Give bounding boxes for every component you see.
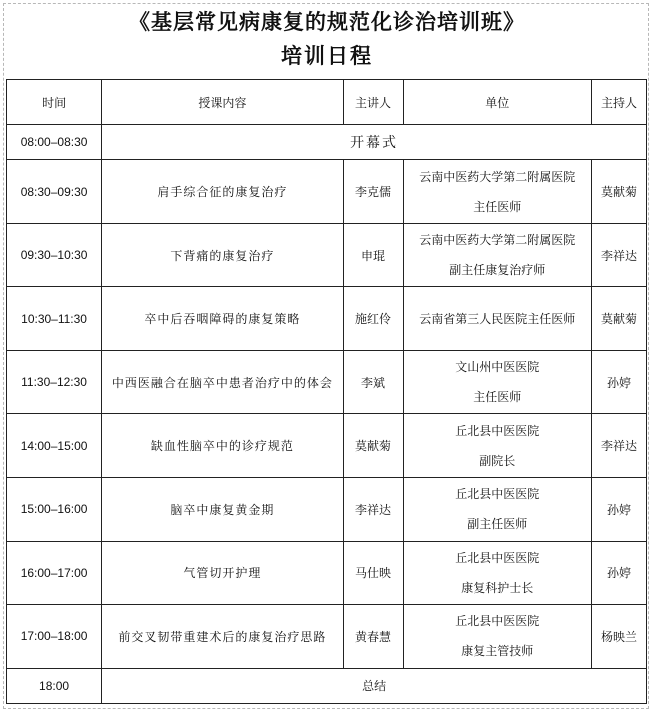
session-topic: 缺血性脑卒中的诊疗规范 <box>102 414 343 478</box>
column-header-speaker: 主讲人 <box>343 80 403 125</box>
unit-line-2: 主任医师 <box>473 199 522 214</box>
session-unit <box>403 478 591 542</box>
column-header-content: 授课内容 <box>102 80 343 125</box>
session-host: 孙婷 <box>591 350 646 414</box>
table-header-row <box>7 80 647 125</box>
session-host: 李祥达 <box>591 223 646 287</box>
unit-line-2: 副主任康复治疗师 <box>449 263 546 278</box>
unit-line-1: 云南中医药大学第二附属医院 <box>419 233 576 248</box>
session-speaker: 马仕映 <box>343 541 403 605</box>
session-speaker: 申琨 <box>343 223 403 287</box>
session-speaker: 施红伶 <box>343 287 403 351</box>
table-row <box>7 541 647 605</box>
closing-label: 总结 <box>102 668 647 703</box>
session-unit <box>403 541 591 605</box>
session-host: 杨映兰 <box>591 605 646 669</box>
unit-line-1: 丘北县中医医院 <box>455 614 540 629</box>
session-unit <box>403 160 591 224</box>
closing-body <box>7 668 647 703</box>
session-time: 11:30–12:30 <box>7 350 102 414</box>
unit-line-1: 丘北县中医医院 <box>455 487 540 502</box>
schedule-table <box>6 79 647 704</box>
unit-line-2: 康复科护士长 <box>461 580 534 595</box>
table-row <box>7 414 647 478</box>
session-speaker: 黄春慧 <box>343 605 403 669</box>
closing-row <box>7 668 647 703</box>
document-title: 《基层常见病康复的规范化诊治培训班》 <box>129 9 525 34</box>
session-host: 孙婷 <box>591 478 646 542</box>
document-subtitle: 培训日程 <box>281 43 373 68</box>
session-speaker: 李斌 <box>343 350 403 414</box>
session-time: 10:30–11:30 <box>7 287 102 351</box>
session-time: 15:00–16:00 <box>7 478 102 542</box>
session-speaker: 李克儒 <box>343 160 403 224</box>
session-time: 16:00–17:00 <box>7 541 102 605</box>
session-topic: 下背痛的康复治疗 <box>102 223 343 287</box>
unit-line-1: 丘北县中医医院 <box>455 550 540 565</box>
opening-label: 开幕式 <box>102 125 647 160</box>
unit-line-2: 副院长 <box>479 453 516 468</box>
column-header-unit: 单位 <box>403 80 591 125</box>
session-time: 09:30–10:30 <box>7 223 102 287</box>
session-unit <box>403 287 591 351</box>
session-unit <box>403 350 591 414</box>
unit-line-2: 主任医师 <box>473 390 522 405</box>
session-host: 李祥达 <box>591 414 646 478</box>
session-speaker: 莫献菊 <box>343 414 403 478</box>
unit-line-1: 文山州中医医院 <box>455 360 540 375</box>
table-row <box>7 287 647 351</box>
session-topic: 气管切开护理 <box>102 541 343 605</box>
column-header-host: 主持人 <box>591 80 646 125</box>
opening-row <box>7 125 647 160</box>
session-host: 莫献菊 <box>591 160 646 224</box>
session-time: 08:30–09:30 <box>7 160 102 224</box>
session-host: 孙婷 <box>591 541 646 605</box>
closing-time: 18:00 <box>7 668 102 703</box>
session-topic: 肩手综合征的康复治疗 <box>102 160 343 224</box>
talk-rows <box>7 160 647 668</box>
session-unit <box>403 223 591 287</box>
table-row <box>7 350 647 414</box>
session-unit <box>403 605 591 669</box>
session-topic: 脑卒中康复黄金期 <box>102 478 343 542</box>
table-row <box>7 160 647 224</box>
schedule-body <box>7 125 647 160</box>
session-time: 14:00–15:00 <box>7 414 102 478</box>
session-topic: 前交叉韧带重建术后的康复治疗思路 <box>102 605 343 669</box>
unit-line-2: 康复主管技师 <box>461 644 534 659</box>
unit-line-2: 副主任医师 <box>467 517 528 532</box>
session-topic: 卒中后吞咽障碍的康复策略 <box>102 287 343 351</box>
column-header-time: 时间 <box>7 80 102 125</box>
unit-line-1: 云南中医药大学第二附属医院 <box>419 169 576 184</box>
unit-line-1: 丘北县中医医院 <box>455 423 540 438</box>
session-unit <box>403 414 591 478</box>
session-time: 17:00–18:00 <box>7 605 102 669</box>
session-topic: 中西医融合在脑卒中患者治疗中的体会 <box>102 350 343 414</box>
table-row <box>7 605 647 669</box>
unit-line-1: 云南省第三人民医院主任医师 <box>419 311 576 326</box>
session-host: 莫献菊 <box>591 287 646 351</box>
opening-time: 08:00–08:30 <box>7 125 102 160</box>
table-row <box>7 478 647 542</box>
session-speaker: 李祥达 <box>343 478 403 542</box>
table-row <box>7 223 647 287</box>
